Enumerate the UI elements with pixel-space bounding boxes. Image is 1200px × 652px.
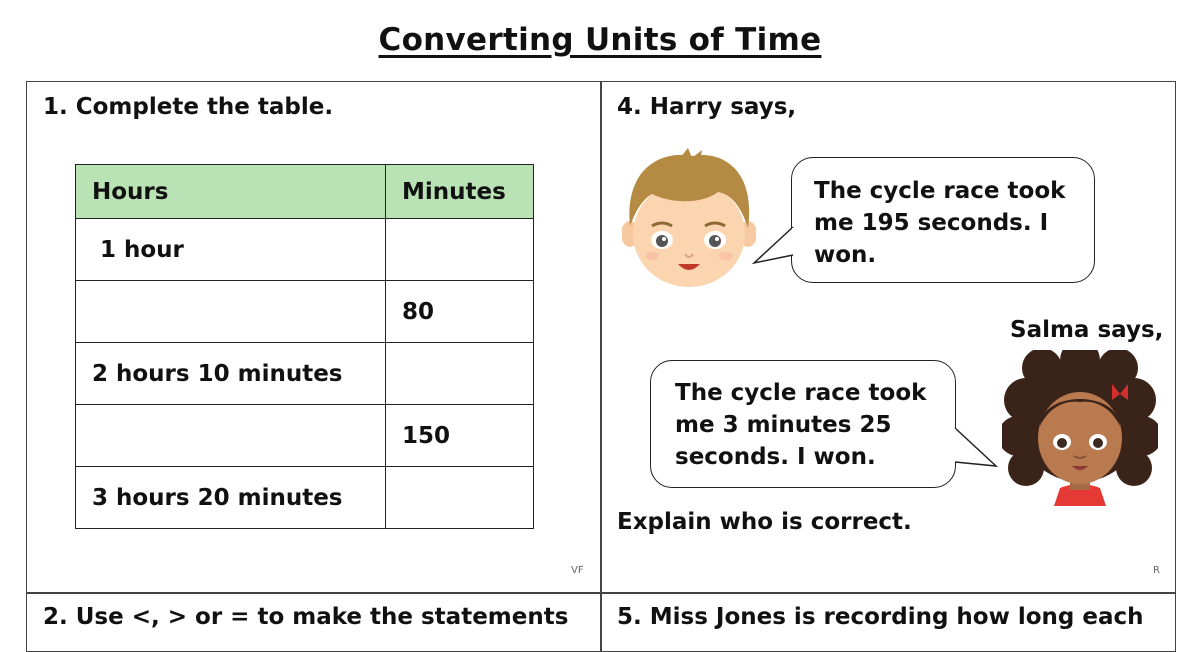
table-header-row [76,165,534,219]
question-1-prompt: 1. Complete the table. [43,94,334,120]
salma-speech-bubble [650,360,956,488]
harry-speech-text: The cycle race took me 195 seconds. I won. [814,178,1066,268]
page-title: Converting Units of Time [378,22,822,58]
minutes-cell: 80 [386,281,534,343]
hours-cell [76,281,386,343]
hours-cell [76,405,386,467]
harry-speech-bubble [791,157,1095,283]
hours-cell: 2 hours 10 minutes [76,343,386,405]
question-4-instruction: Explain who is correct. [617,509,912,535]
table-row [76,343,534,405]
table-row [76,219,534,281]
hours-cell: 1 hour [76,219,386,281]
question-4-prompt: 4. Harry says, [617,94,797,120]
question-1-code: VF [571,565,584,576]
minutes-cell [386,343,534,405]
hours-cell: 3 hours 20 minutes [76,467,386,529]
question-4-code: R [1153,565,1160,576]
table-row [76,281,534,343]
conversion-table [75,164,534,529]
harry-bubble-tail [752,225,796,269]
salma-bubble-tail [952,426,998,470]
table-row [76,467,534,529]
harry-avatar [622,148,756,290]
header-minutes: Minutes [386,165,534,219]
minutes-cell [386,467,534,529]
salma-speech-text: The cycle race took me 3 minutes 25 seconds. I won. [675,380,927,470]
salma-avatar [1002,350,1158,506]
minutes-cell [386,219,534,281]
question-5-prompt: 5. Miss Jones is recording how long each [617,604,1144,630]
question-2-prompt: 2. Use <, > or = to make the statements [43,604,569,630]
header-hours: Hours [76,165,386,219]
minutes-cell: 150 [386,405,534,467]
table-row [76,405,534,467]
salma-label: Salma says, [1010,317,1164,343]
